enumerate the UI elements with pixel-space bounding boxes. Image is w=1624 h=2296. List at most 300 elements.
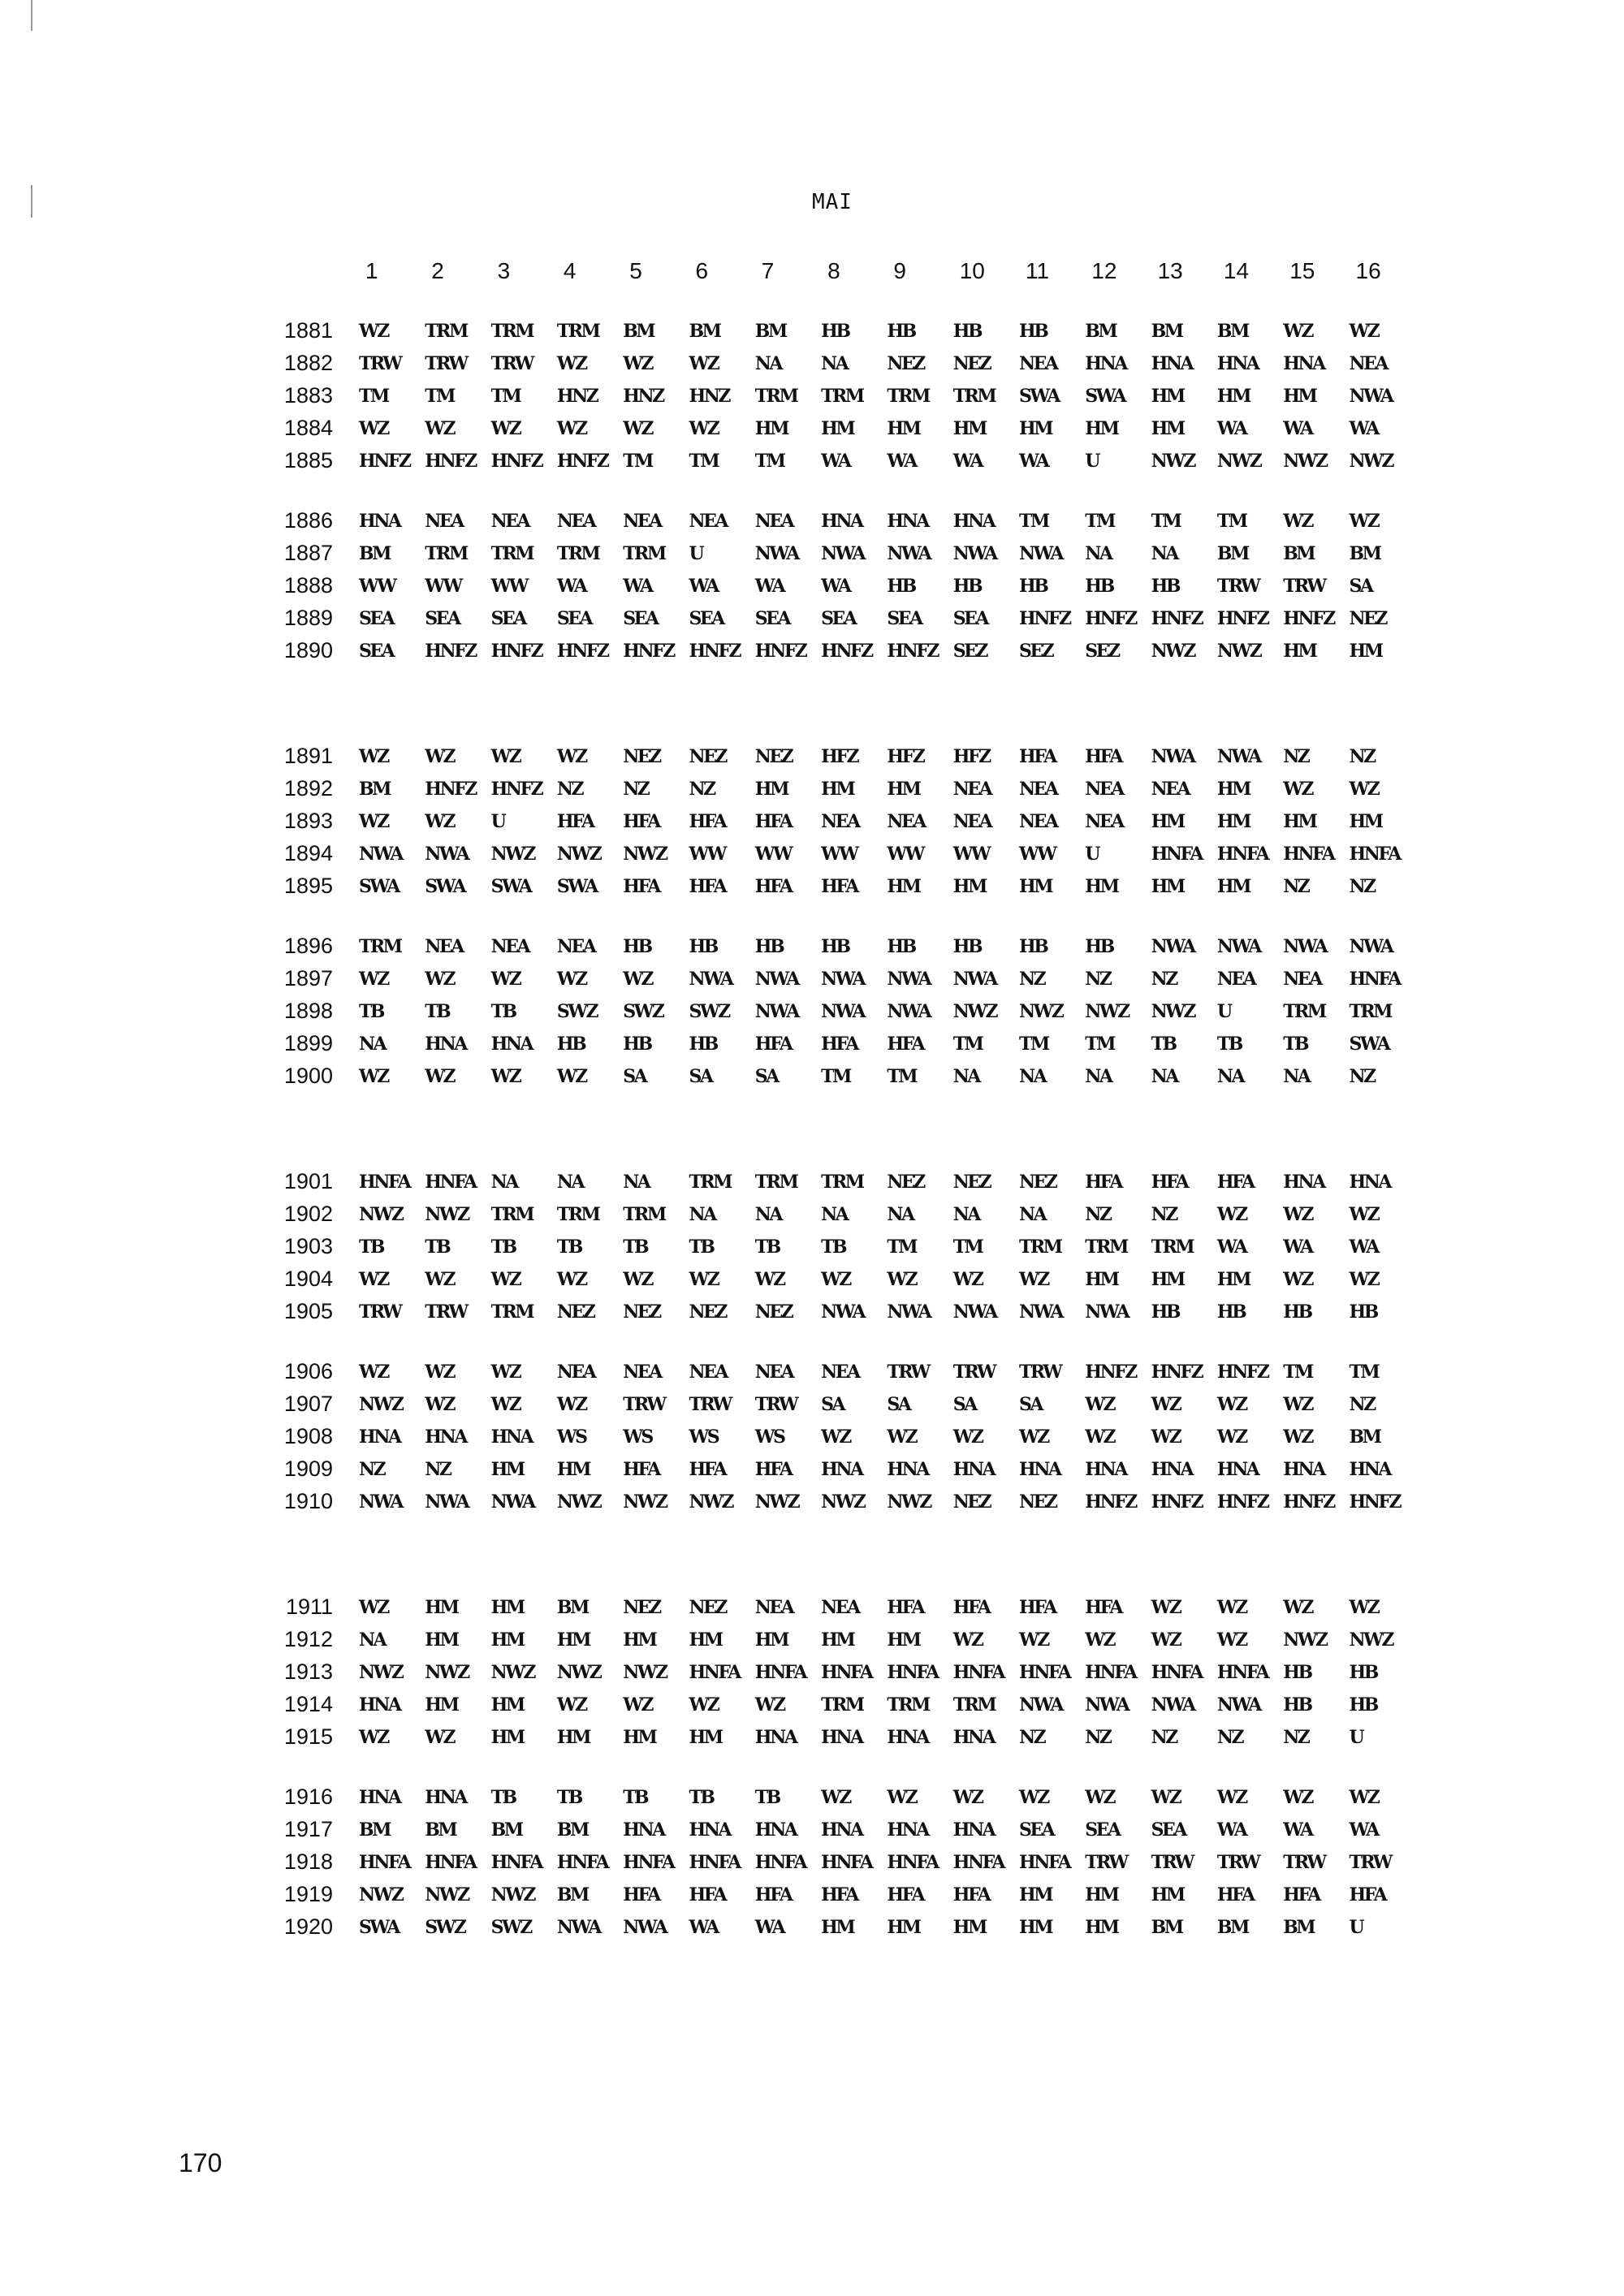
weather-code-cell: NA (556, 1172, 584, 1193)
weather-code-cell: WZ (1019, 1629, 1048, 1651)
weather-code-cell: NWZ (359, 1394, 403, 1415)
weather-code-cell: SEA (1019, 1819, 1054, 1841)
day-header-13: 13 (1157, 258, 1183, 283)
weather-code-cell: SEA (556, 608, 592, 629)
table-row (0, 1424, 1624, 1452)
weather-code-cell: WZ (1349, 779, 1379, 800)
year-label: 1908 (283, 1424, 333, 1448)
weather-code-cell: TRM (689, 1172, 732, 1193)
table-row (0, 1267, 1624, 1294)
weather-code-cell: WZ (952, 1269, 983, 1290)
weather-code-cell: HB (821, 321, 849, 342)
weather-code-cell: HNFZ (425, 451, 476, 472)
weather-code-cell: TRW (1216, 1852, 1259, 1873)
weather-code-cell: SEA (1151, 1819, 1186, 1841)
weather-code-cell: SEA (887, 608, 922, 629)
weather-code-cell: WZ (1349, 1597, 1379, 1618)
weather-code-cell: NWZ (623, 1662, 667, 1683)
weather-code-cell: WZ (623, 353, 652, 374)
weather-code-cell: HFA (887, 1597, 924, 1618)
weather-code-cell: SEA (1085, 1819, 1120, 1841)
table-row (0, 573, 1624, 601)
weather-code-cell: TM (1085, 1034, 1115, 1055)
weather-code-cell: TRW (1283, 1852, 1325, 1873)
weather-code-cell: WZ (556, 418, 586, 439)
year-label: 1893 (283, 809, 333, 833)
day-header-10: 10 (959, 258, 985, 283)
table-row (0, 934, 1624, 961)
table-row (0, 966, 1624, 994)
weather-code-cell: NWA (887, 969, 931, 990)
weather-code-cell: NWZ (490, 1662, 534, 1683)
weather-code-cell: NWZ (556, 1662, 601, 1683)
weather-code-cell: WZ (359, 1727, 388, 1748)
table-row (0, 1169, 1624, 1197)
weather-code-cell: NWA (887, 1301, 931, 1323)
weather-code-cell: NEA (1085, 779, 1123, 800)
weather-code-cell: NWZ (1216, 641, 1261, 662)
weather-code-cell: WZ (490, 1066, 520, 1087)
year-label: 1915 (283, 1724, 333, 1749)
weather-code-cell: NWA (952, 543, 996, 564)
weather-code-cell: NWA (754, 969, 798, 990)
weather-code-cell: WA (1216, 418, 1246, 439)
weather-code-cell: HNFZ (1283, 1491, 1334, 1513)
weather-code-cell: HM (1151, 386, 1184, 407)
weather-code-cell: SA (623, 1066, 646, 1087)
weather-code-cell: TM (1216, 511, 1246, 532)
day-header-4: 4 (563, 258, 577, 283)
weather-code-cell: HNFZ (1151, 1491, 1203, 1513)
weather-code-cell: HM (952, 418, 986, 439)
weather-code-cell: HNA (425, 1034, 466, 1055)
table-row (0, 1392, 1624, 1419)
weather-code-cell: NEA (425, 511, 463, 532)
weather-code-cell: NWA (359, 1491, 402, 1513)
weather-code-cell: HM (821, 1629, 854, 1651)
weather-code-cell: NEA (425, 936, 463, 957)
weather-code-cell: NEZ (623, 1597, 660, 1618)
weather-code-cell: HM (1019, 1917, 1052, 1938)
weather-code-cell: WA (1283, 1819, 1312, 1841)
weather-code-cell: WZ (689, 418, 719, 439)
weather-code-cell: SWZ (425, 1917, 465, 1938)
weather-code-cell: HFZ (952, 746, 990, 767)
weather-code-cell: NZ (1216, 1727, 1243, 1748)
weather-code-cell: HB (1283, 1662, 1311, 1683)
weather-code-cell: TRM (1019, 1236, 1061, 1258)
weather-code-cell: HNFA (689, 1662, 740, 1683)
weather-code-cell: HB (1349, 1662, 1377, 1683)
weather-code-cell: HM (1151, 1884, 1184, 1905)
weather-code-cell: HNA (425, 1787, 466, 1808)
weather-code-cell: SA (689, 1066, 712, 1087)
weather-code-cell: SWA (556, 876, 597, 897)
year-label: 1897 (283, 966, 333, 990)
weather-code-cell: NEA (623, 1362, 661, 1383)
weather-code-cell: SWA (359, 876, 399, 897)
weather-code-cell: HB (1019, 576, 1047, 597)
weather-code-cell: NEZ (689, 746, 726, 767)
weather-code-cell: WZ (1019, 1787, 1048, 1808)
weather-code-cell: HFA (887, 1884, 924, 1905)
table-row (0, 318, 1624, 346)
year-label: 1910 (283, 1489, 333, 1513)
weather-code-cell: TRW (1151, 1852, 1193, 1873)
weather-code-cell: HM (754, 1629, 788, 1651)
weather-code-cell: NWZ (556, 844, 601, 865)
weather-code-cell: WZ (556, 353, 586, 374)
weather-code-cell: NWA (821, 1001, 865, 1022)
weather-code-cell: NWA (556, 1917, 600, 1938)
year-label: 1906 (283, 1359, 333, 1383)
table-row (0, 1299, 1624, 1327)
weather-code-cell: WA (1349, 1236, 1378, 1258)
table-row (0, 1785, 1624, 1812)
day-header-row (0, 258, 1624, 286)
table-row (0, 999, 1624, 1026)
weather-code-cell: HNFZ (754, 641, 806, 662)
weather-code-cell: NEZ (1019, 1172, 1056, 1193)
year-label: 1899 (283, 1031, 333, 1055)
weather-code-cell: HB (1349, 1694, 1377, 1716)
weather-code-cell: TRW (359, 1301, 401, 1323)
weather-code-cell: HB (887, 576, 915, 597)
year-label: 1903 (283, 1234, 333, 1258)
weather-code-cell: TRM (556, 543, 599, 564)
weather-code-cell: NEZ (1349, 608, 1386, 629)
weather-code-cell: TRW (1085, 1852, 1127, 1873)
weather-code-cell: WZ (359, 969, 388, 990)
weather-code-cell: HNFA (1349, 844, 1400, 865)
weather-code-cell: HM (1283, 641, 1316, 662)
weather-code-cell: WZ (556, 746, 586, 767)
weather-code-cell: NWA (359, 844, 402, 865)
weather-code-cell: NZ (1151, 969, 1177, 990)
weather-code-cell: WZ (952, 1629, 983, 1651)
weather-code-cell: HFA (1019, 746, 1056, 767)
weather-code-cell: WZ (556, 1066, 586, 1087)
weather-code-cell: HNZ (623, 386, 663, 407)
weather-code-cell: HM (887, 876, 920, 897)
weather-code-cell: HFA (1085, 746, 1121, 767)
weather-code-cell: NEZ (952, 1172, 991, 1193)
weather-code-cell: HNA (1085, 1459, 1126, 1480)
weather-code-cell: NEA (1019, 779, 1057, 800)
weather-code-cell: WW (821, 844, 857, 865)
day-header-8: 8 (827, 258, 840, 283)
weather-code-cell: HM (490, 1459, 524, 1480)
weather-code-cell: NWZ (1283, 451, 1327, 472)
weather-code-cell: TB (490, 1001, 516, 1022)
weather-code-cell: HNFZ (556, 451, 608, 472)
weather-code-cell: WZ (490, 418, 520, 439)
weather-code-cell: NWZ (1349, 1629, 1393, 1651)
weather-code-cell: NEA (623, 511, 661, 532)
year-label: 1901 (283, 1169, 333, 1193)
weather-code-cell: NWA (689, 969, 732, 990)
weather-code-cell: WA (1019, 451, 1048, 472)
weather-code-cell: HM (1283, 386, 1316, 407)
table-row (0, 638, 1624, 666)
day-header-11: 11 (1026, 258, 1050, 283)
weather-code-cell: WA (1349, 418, 1378, 439)
weather-code-cell: HNA (1216, 353, 1259, 374)
weather-code-cell: WZ (1283, 1394, 1312, 1415)
weather-code-cell: HNFZ (1216, 1362, 1268, 1383)
weather-code-cell: NA (1085, 1066, 1112, 1087)
weather-code-cell: TM (490, 386, 520, 407)
weather-code-cell: SWA (1019, 386, 1059, 407)
table-row (0, 744, 1624, 771)
weather-code-cell: HNFA (359, 1172, 410, 1193)
weather-code-cell: HNA (887, 1459, 928, 1480)
weather-code-cell: HFA (689, 1459, 726, 1480)
weather-code-cell: NWA (1216, 936, 1260, 957)
weather-code-cell: U (1216, 1001, 1231, 1022)
weather-code-cell: HNA (1283, 1172, 1324, 1193)
weather-code-cell: TRM (623, 543, 665, 564)
weather-code-cell: HNA (1085, 353, 1126, 374)
year-label: 1900 (283, 1064, 333, 1088)
weather-code-cell: U (689, 543, 703, 564)
weather-code-cell: NWA (952, 1301, 996, 1323)
weather-code-cell: HNA (887, 1819, 928, 1841)
weather-code-cell: WS (754, 1426, 784, 1448)
weather-code-cell: WA (952, 451, 983, 472)
weather-code-cell: WZ (952, 1787, 983, 1808)
weather-code-cell: HNFA (623, 1852, 674, 1873)
weather-code-cell: BM (1283, 543, 1315, 564)
weather-code-cell: NWZ (1283, 1629, 1327, 1651)
weather-code-cell: WS (689, 1426, 719, 1448)
weather-code-cell: WZ (1151, 1787, 1181, 1808)
weather-code-cell: NWA (754, 1001, 798, 1022)
weather-code-cell: TRM (887, 1694, 929, 1716)
weather-code-cell: NA (754, 1204, 781, 1225)
weather-code-cell: NA (821, 353, 848, 374)
weather-code-cell: TRW (689, 1394, 731, 1415)
weather-code-cell: WW (952, 844, 990, 865)
weather-code-cell: HM (556, 1727, 590, 1748)
weather-code-cell: WW (425, 576, 461, 597)
weather-code-cell: SWA (1349, 1034, 1389, 1055)
weather-code-cell: HM (1085, 876, 1118, 897)
weather-code-cell: HFA (754, 1459, 792, 1480)
weather-code-cell: WA (1216, 1819, 1246, 1841)
weather-code-cell: TRM (490, 543, 533, 564)
weather-code-cell: HM (1019, 418, 1052, 439)
weather-code-cell: NEA (952, 811, 991, 832)
weather-code-cell: NEA (1151, 779, 1190, 800)
weather-code-cell: WZ (359, 321, 388, 342)
weather-code-cell: HNZ (689, 386, 729, 407)
weather-code-cell: HM (1019, 876, 1052, 897)
weather-code-cell: SEA (490, 608, 525, 629)
weather-code-cell: NWZ (1085, 1001, 1129, 1022)
weather-code-cell: HB (952, 576, 982, 597)
weather-code-cell: WW (1019, 844, 1056, 865)
weather-code-cell: HFA (754, 876, 792, 897)
weather-code-cell: NA (1019, 1204, 1046, 1225)
weather-code-cell: NA (359, 1629, 386, 1651)
weather-code-cell: NEA (887, 811, 925, 832)
weather-code-cell: HM (1349, 641, 1382, 662)
table-row (0, 1627, 1624, 1655)
weather-code-cell: NEA (1019, 811, 1057, 832)
weather-code-cell: WZ (1349, 1204, 1379, 1225)
weather-code-cell: TRM (821, 1694, 863, 1716)
weather-code-cell: NEA (754, 1362, 793, 1383)
weather-code-cell: HM (1085, 1884, 1118, 1905)
weather-code-cell: BM (1349, 543, 1380, 564)
weather-code-cell: WZ (1283, 1204, 1312, 1225)
weather-code-cell: SWZ (556, 1001, 598, 1022)
day-header-16: 16 (1355, 258, 1381, 283)
weather-code-cell: NWA (1151, 1694, 1194, 1716)
table-row (0, 1724, 1624, 1752)
weather-code-cell: TM (1085, 511, 1115, 532)
weather-code-cell: NZ (689, 779, 715, 800)
weather-code-cell: HFA (754, 1034, 792, 1055)
weather-code-cell: NA (887, 1204, 914, 1225)
weather-code-cell: WZ (1283, 1597, 1312, 1618)
weather-code-cell: HM (754, 779, 788, 800)
weather-code-cell: SWZ (623, 1001, 663, 1022)
weather-code-cell: NWZ (952, 1001, 997, 1022)
weather-code-cell: NWZ (359, 1884, 403, 1905)
table-row (0, 1659, 1624, 1687)
weather-code-cell: NZ (1019, 1727, 1045, 1748)
weather-code-cell: WZ (689, 1269, 719, 1290)
weather-code-cell: HM (887, 779, 920, 800)
weather-code-cell: TB (1151, 1034, 1176, 1055)
weather-code-cell: HFA (1349, 1884, 1386, 1905)
weather-code-cell: HNA (887, 1727, 928, 1748)
weather-code-cell: TRM (1349, 1001, 1392, 1022)
weather-code-cell: HNFZ (425, 641, 476, 662)
weather-code-cell: SEA (754, 608, 790, 629)
weather-code-cell: NZ (1151, 1727, 1177, 1748)
weather-code-cell: HNA (1349, 1459, 1390, 1480)
table-row (0, 1882, 1624, 1910)
weather-code-cell: HNA (490, 1034, 533, 1055)
weather-code-cell: HB (689, 1034, 717, 1055)
weather-code-cell: SEA (952, 608, 987, 629)
day-header-6: 6 (695, 258, 709, 283)
weather-code-cell: HNA (952, 1727, 995, 1748)
weather-code-cell: HB (556, 1034, 585, 1055)
weather-code-cell: NEA (1283, 969, 1321, 990)
weather-code-cell: HM (1085, 1917, 1118, 1938)
weather-code-cell: NEZ (952, 353, 991, 374)
weather-code-cell: HNA (1349, 1172, 1390, 1193)
weather-code-cell: HNA (1283, 353, 1324, 374)
weather-code-cell: BM (1216, 1917, 1248, 1938)
weather-code-cell: SA (887, 1394, 910, 1415)
weather-code-cell: HNFA (1151, 1662, 1202, 1683)
weather-code-cell: NWZ (359, 1662, 403, 1683)
weather-code-cell: HM (887, 1629, 920, 1651)
weather-code-cell: NA (1085, 543, 1112, 564)
weather-code-cell: TM (623, 451, 652, 472)
weather-code-cell: HM (490, 1694, 524, 1716)
weather-code-cell: WZ (1216, 1597, 1246, 1618)
weather-code-cell: HM (1349, 811, 1382, 832)
weather-code-cell: HNA (754, 1727, 797, 1748)
weather-code-cell: WW (359, 576, 395, 597)
year-label: 1885 (283, 448, 333, 473)
weather-code-cell: TM (952, 1034, 983, 1055)
weather-code-cell: HM (490, 1727, 524, 1748)
weather-code-cell: WZ (556, 1694, 586, 1716)
weather-code-cell: WA (556, 576, 586, 597)
weather-code-cell: HB (689, 936, 717, 957)
weather-code-cell: HNA (1216, 1459, 1259, 1480)
day-header-3: 3 (497, 258, 511, 283)
weather-code-cell: TRW (623, 1394, 665, 1415)
weather-code-cell: NWZ (1349, 451, 1393, 472)
weather-code-cell: HM (754, 418, 788, 439)
weather-code-cell: HFA (1283, 1884, 1320, 1905)
weather-code-cell: BM (1216, 543, 1248, 564)
year-label: 1883 (283, 383, 333, 408)
day-header-2: 2 (431, 258, 444, 283)
year-label: 1911 (285, 1595, 333, 1619)
year-label: 1909 (283, 1457, 333, 1481)
weather-code-cell: NWA (623, 1917, 667, 1938)
weather-code-cell: HFA (1085, 1172, 1121, 1193)
table-row (0, 1234, 1624, 1262)
weather-code-cell: NWZ (623, 844, 667, 865)
weather-code-cell: SEA (359, 641, 394, 662)
weather-code-cell: TRM (490, 321, 533, 342)
weather-code-cell: WA (821, 576, 850, 597)
year-label: 1896 (283, 934, 333, 958)
weather-code-cell: WZ (821, 1426, 850, 1448)
year-label: 1890 (283, 638, 333, 662)
table-row (0, 809, 1624, 836)
weather-code-cell: NWZ (556, 1491, 601, 1513)
weather-code-cell: WZ (556, 969, 586, 990)
weather-code-cell: WZ (490, 1394, 520, 1415)
weather-code-cell: HM (1216, 386, 1250, 407)
weather-code-cell: HFA (1085, 1597, 1121, 1618)
weather-code-cell: WZ (887, 1426, 917, 1448)
weather-code-cell: HB (1019, 936, 1047, 957)
weather-code-cell: WZ (359, 418, 388, 439)
weather-code-cell: BM (1283, 1917, 1315, 1938)
year-label: 1894 (283, 841, 333, 865)
weather-code-cell: HNFA (952, 1852, 1004, 1873)
weather-code-cell: NEA (556, 511, 595, 532)
table-row (0, 841, 1624, 869)
weather-code-cell: TB (1283, 1034, 1308, 1055)
weather-code-cell: WZ (1151, 1426, 1181, 1448)
weather-code-cell: TB (359, 1236, 383, 1258)
weather-code-cell: NZ (1349, 876, 1375, 897)
weather-code-cell: NZ (1349, 1066, 1375, 1087)
year-label: 1884 (283, 416, 333, 440)
weather-code-cell: NWZ (689, 1491, 732, 1513)
weather-code-cell: WZ (1019, 1269, 1048, 1290)
weather-code-cell: NZ (1151, 1204, 1177, 1225)
weather-code-cell: TRM (821, 1172, 863, 1193)
weather-code-cell: HNA (1151, 1459, 1193, 1480)
weather-code-cell: WA (754, 1917, 784, 1938)
weather-code-cell: HNFA (887, 1662, 938, 1683)
weather-code-cell: HB (623, 936, 651, 957)
